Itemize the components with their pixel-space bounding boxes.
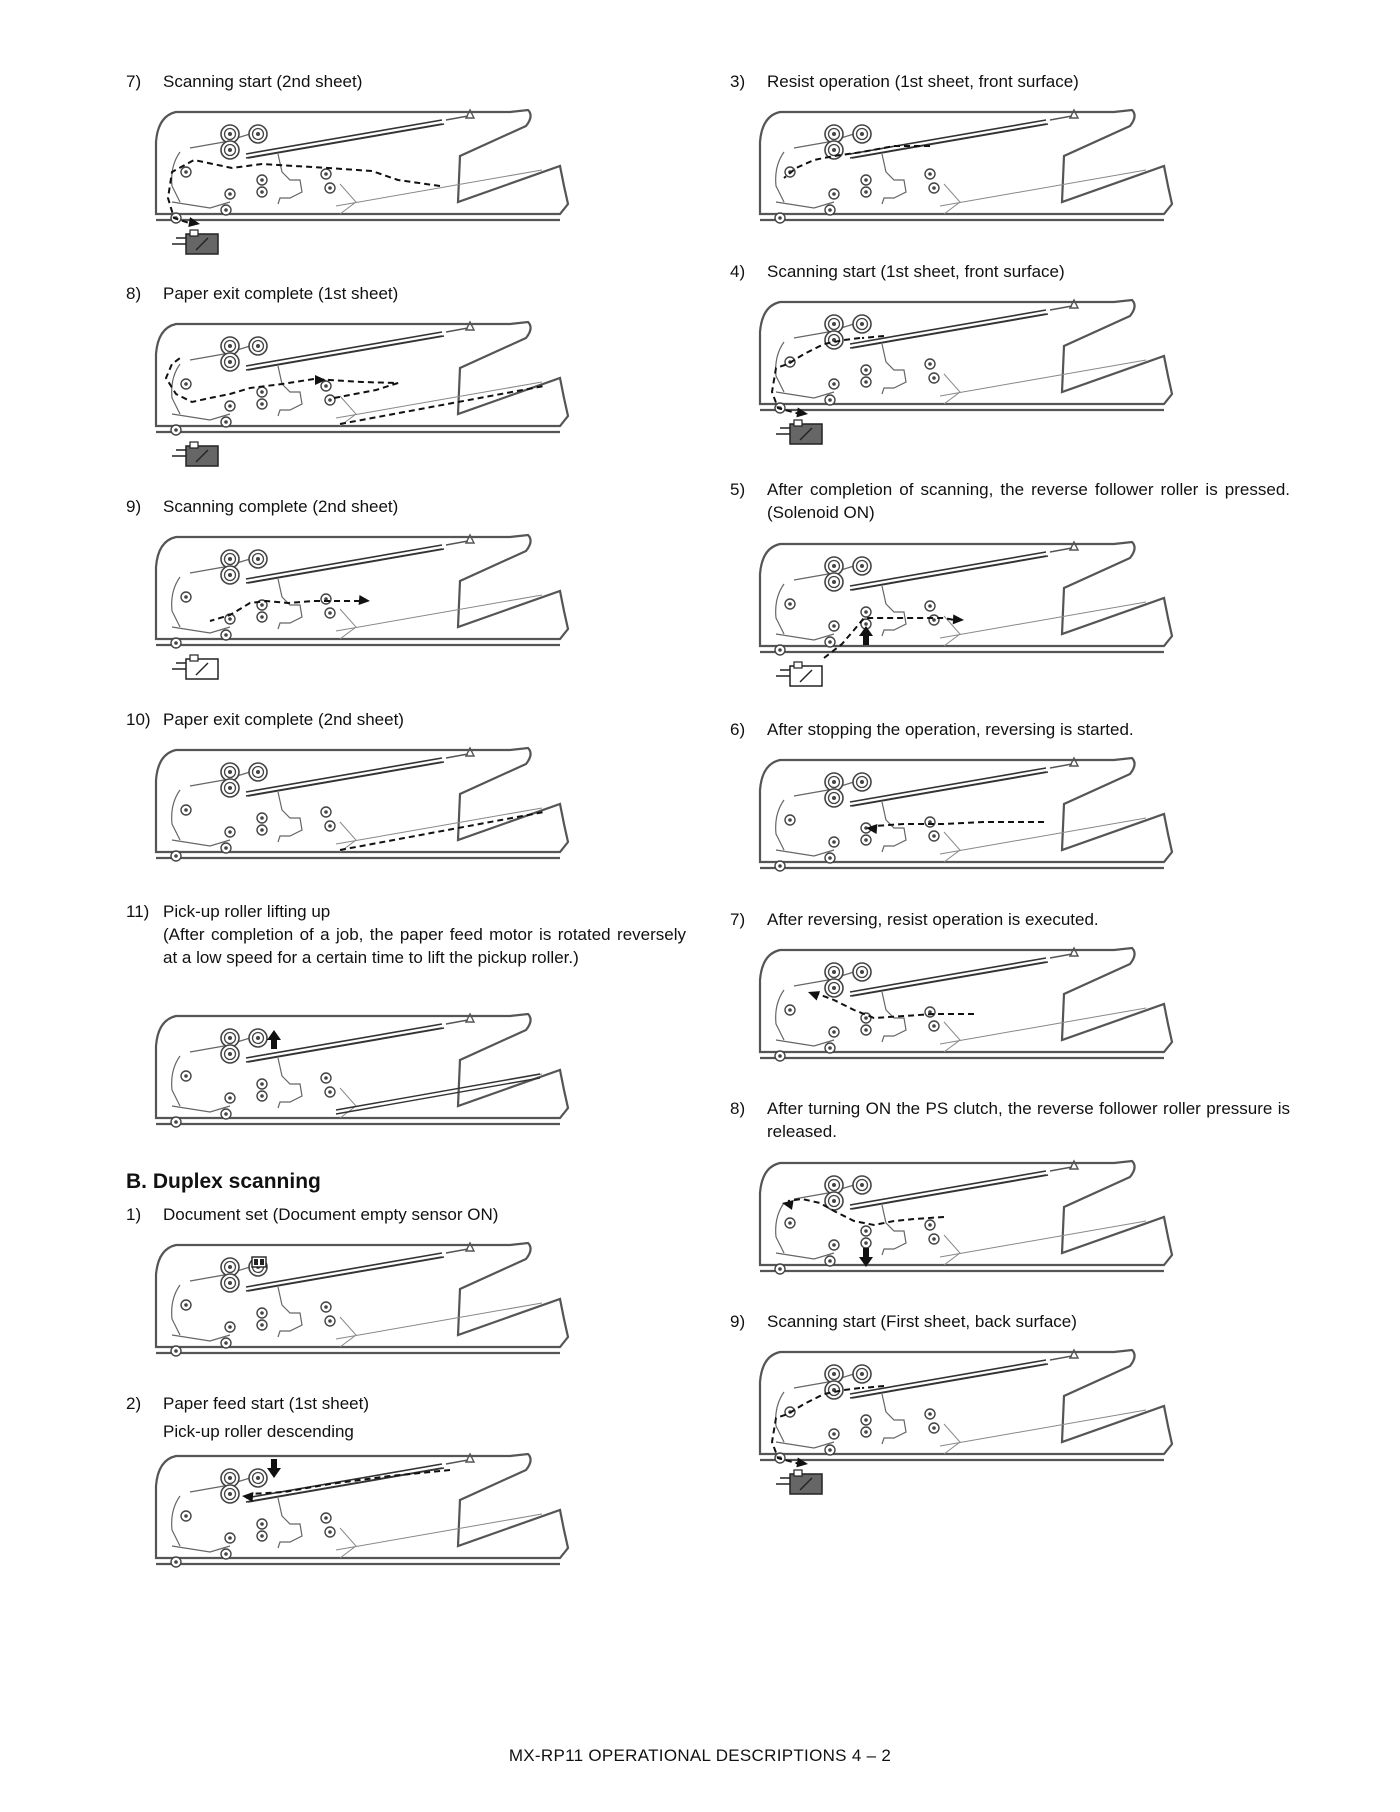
step-right-3: [730, 70, 1290, 93]
adf-housing: [760, 300, 1172, 404]
step-number: 11): [126, 902, 150, 921]
step-duplex-1: [126, 1203, 686, 1226]
step-title: After turning ON the PS clutch, the reverse follower roller pressure is released.: [767, 1099, 1290, 1141]
adf-diagram: [754, 944, 1274, 1104]
step-title: Scanning complete (2nd sheet): [163, 497, 399, 516]
roller-icon: [221, 1109, 231, 1119]
roller-icon: [321, 594, 331, 604]
roller-icon: [861, 1427, 871, 1437]
roller-icon: [257, 175, 267, 185]
roller-icon: [181, 379, 191, 389]
arrow-head: [188, 217, 200, 227]
roller-icon: [829, 379, 839, 389]
roller-icon: [861, 1013, 871, 1023]
roller-icon: [861, 1415, 871, 1425]
roller-icon: [221, 843, 231, 853]
sensor-icon: [172, 442, 218, 466]
roller-icon: [861, 187, 871, 197]
roller-icon: [257, 1308, 267, 1318]
roller-icon: [221, 353, 239, 371]
roller-icon: [325, 1087, 335, 1097]
step-duplex-2: [126, 1392, 686, 1443]
roller-icon: [325, 395, 335, 405]
roller-icon: [829, 189, 839, 199]
step-title: Scanning start (1st sheet, front surface): [767, 262, 1065, 281]
step-number: 8): [730, 1099, 746, 1118]
step-number: 2): [126, 1394, 142, 1413]
roller-icon: [221, 1274, 239, 1292]
roller-icon: [925, 1220, 935, 1230]
roller-icon: [775, 1264, 785, 1274]
roller-icon: [925, 1007, 935, 1017]
sensor-icon: [172, 230, 218, 254]
roller-icon: [225, 1322, 235, 1332]
roller-icon: [825, 573, 843, 591]
adf-housing: [760, 110, 1172, 214]
adf-diagram: [150, 318, 670, 478]
step-number: 9): [730, 1312, 746, 1331]
step-number: 6): [730, 720, 746, 739]
adf-housing: [760, 1161, 1172, 1265]
step-number: 4): [730, 262, 746, 281]
step-right-7: [730, 908, 1290, 931]
roller-icon: [257, 1519, 267, 1529]
roller-icon: [325, 1316, 335, 1326]
roller-icon: [861, 1238, 871, 1248]
roller-icon: [249, 125, 267, 143]
roller-icon: [825, 1445, 835, 1455]
adf-housing: [760, 1350, 1172, 1454]
roller-icon: [225, 401, 235, 411]
adf-housing: [760, 542, 1172, 646]
roller-icon: [929, 1234, 939, 1244]
roller-icon: [257, 825, 267, 835]
roller-icon: [171, 1346, 181, 1356]
empty-sensor-icon: [252, 1257, 266, 1267]
step-title: After completion of scanning, the reverse follower roller is pressed. (Solenoid ON): [767, 480, 1290, 522]
sensor-icon: [776, 420, 822, 444]
step-title: Pick-up roller lifting up: [163, 902, 331, 921]
roller-icon: [853, 963, 871, 981]
roller-icon: [853, 1365, 871, 1383]
sensor-icon: [776, 1470, 822, 1494]
roller-icon: [221, 1485, 239, 1503]
roller-icon: [249, 1469, 267, 1487]
adf-housing: [156, 322, 568, 426]
step-left-9: [126, 495, 686, 518]
roller-icon: [221, 566, 239, 584]
step-right-5: [730, 478, 1290, 524]
step-number: 1): [126, 1205, 142, 1224]
roller-icon: [225, 827, 235, 837]
roller-icon: [257, 1091, 267, 1101]
roller-icon: [181, 1511, 191, 1521]
adf-diagram: [754, 1157, 1274, 1317]
roller-icon: [929, 1423, 939, 1433]
adf-diagram: [150, 106, 670, 266]
adf-housing: [156, 748, 568, 852]
adf-housing: [760, 758, 1172, 862]
roller-icon: [929, 373, 939, 383]
roller-icon: [825, 1381, 843, 1399]
adf-housing: [156, 1243, 568, 1347]
roller-icon: [853, 1176, 871, 1194]
sensor-icon: [776, 662, 822, 686]
roller-icon: [829, 1429, 839, 1439]
roller-icon: [925, 169, 935, 179]
roller-icon: [225, 1093, 235, 1103]
roller-icon: [221, 630, 231, 640]
step-title: After reversing, resist operation is executed.: [767, 910, 1099, 929]
roller-icon: [181, 1071, 191, 1081]
roller-icon: [221, 1549, 231, 1559]
roller-icon: [257, 612, 267, 622]
roller-icon: [325, 821, 335, 831]
step-left-8: [126, 282, 686, 305]
step-title: Paper exit complete (1st sheet): [163, 284, 399, 303]
step-title: Paper feed start (1st sheet): [163, 1394, 369, 1413]
roller-icon: [785, 1005, 795, 1015]
roller-icon: [325, 1527, 335, 1537]
roller-icon: [861, 1226, 871, 1236]
step-left-7: [126, 70, 686, 93]
step-number: 10): [126, 710, 151, 729]
adf-diagram: [150, 1239, 670, 1399]
roller-icon: [861, 1025, 871, 1035]
roller-icon: [321, 807, 331, 817]
roller-icon: [249, 337, 267, 355]
roller-icon: [785, 1218, 795, 1228]
roller-icon: [785, 815, 795, 825]
roller-icon: [325, 183, 335, 193]
roller-icon: [825, 395, 835, 405]
section-title: B. Duplex scanning: [126, 1170, 321, 1193]
roller-icon: [853, 315, 871, 333]
adf-diagram: [150, 744, 670, 904]
step-left-11: [126, 900, 686, 969]
roller-icon: [181, 592, 191, 602]
roller-icon: [257, 1079, 267, 1089]
roller-icon: [321, 169, 331, 179]
roller-icon: [825, 205, 835, 215]
adf-diagram: [754, 106, 1274, 266]
roller-icon: [321, 1073, 331, 1083]
roller-icon: [171, 638, 181, 648]
roller-icon: [181, 167, 191, 177]
roller-icon: [925, 601, 935, 611]
adf-diagram: [754, 1346, 1274, 1506]
step-right-6: [730, 718, 1290, 741]
adf-housing: [760, 948, 1172, 1052]
adf-housing: [156, 535, 568, 639]
step-title: After stopping the operation, reversing is started.: [767, 720, 1134, 739]
step-title: Document set (Document empty sensor ON): [163, 1205, 499, 1224]
step-number: 5): [730, 480, 746, 499]
roller-icon: [825, 853, 835, 863]
roller-icon: [221, 1338, 231, 1348]
roller-icon: [775, 645, 785, 655]
adf-diagram: [150, 1450, 670, 1610]
roller-icon: [825, 1043, 835, 1053]
roller-icon: [181, 805, 191, 815]
roller-icon: [929, 1021, 939, 1031]
roller-icon: [171, 1557, 181, 1567]
roller-icon: [325, 608, 335, 618]
roller-icon: [853, 557, 871, 575]
step-note: (After completion of a job, the paper feed motor is rotated reversely at a low speed for a certain time to lift the pickup roller.): [163, 925, 686, 967]
roller-icon: [221, 141, 239, 159]
roller-icon: [221, 417, 231, 427]
adf-housing: [156, 1014, 568, 1118]
roller-icon: [925, 817, 935, 827]
adf-diagram: [754, 296, 1274, 456]
roller-icon: [257, 187, 267, 197]
sensor-icon: [172, 655, 218, 679]
step-number: 8): [126, 284, 142, 303]
roller-icon: [861, 175, 871, 185]
roller-icon: [929, 831, 939, 841]
roller-icon: [181, 1300, 191, 1310]
step-number: 7): [126, 72, 142, 91]
roller-icon: [829, 1240, 839, 1250]
roller-icon: [829, 1027, 839, 1037]
roller-icon: [257, 1320, 267, 1330]
roller-icon: [861, 377, 871, 387]
roller-icon: [825, 789, 843, 807]
roller-icon: [853, 125, 871, 143]
adf-housing: [156, 1454, 568, 1558]
roller-icon: [249, 763, 267, 781]
step-title: Resist operation (1st sheet, front surface): [767, 72, 1079, 91]
roller-icon: [257, 1531, 267, 1541]
step-number: 9): [126, 497, 142, 516]
step-subtitle: Pick-up roller descending: [163, 1422, 354, 1441]
roller-icon: [775, 213, 785, 223]
roller-icon: [257, 399, 267, 409]
roller-icon: [249, 550, 267, 568]
roller-icon: [225, 1533, 235, 1543]
roller-icon: [171, 1117, 181, 1127]
roller-icon: [225, 189, 235, 199]
roller-icon: [257, 387, 267, 397]
roller-icon: [861, 607, 871, 617]
step-title: Paper exit complete (2nd sheet): [163, 710, 404, 729]
roller-icon: [249, 1029, 267, 1047]
adf-diagram: [754, 754, 1274, 914]
roller-icon: [785, 599, 795, 609]
roller-icon: [861, 835, 871, 845]
roller-icon: [825, 979, 843, 997]
adf-diagram: [150, 531, 670, 691]
step-number: 7): [730, 910, 746, 929]
roller-icon: [321, 1513, 331, 1523]
roller-icon: [171, 425, 181, 435]
step-right-4: [730, 260, 1290, 283]
roller-icon: [775, 1051, 785, 1061]
roller-icon: [861, 365, 871, 375]
roller-icon: [925, 1409, 935, 1419]
roller-icon: [775, 861, 785, 871]
roller-icon: [257, 813, 267, 823]
roller-icon: [929, 615, 939, 625]
step-title: Scanning start (2nd sheet): [163, 72, 363, 91]
roller-icon: [221, 779, 239, 797]
step-title: Scanning start (First sheet, back surface): [767, 1312, 1077, 1331]
adf-diagram: [754, 538, 1274, 698]
roller-icon: [925, 359, 935, 369]
roller-icon: [321, 1302, 331, 1312]
roller-icon: [825, 331, 843, 349]
step-right-8: [730, 1097, 1290, 1143]
roller-icon: [825, 637, 835, 647]
roller-icon: [321, 381, 331, 391]
roller-icon: [221, 1045, 239, 1063]
roller-icon: [171, 851, 181, 861]
roller-icon: [829, 621, 839, 631]
roller-icon: [825, 1256, 835, 1266]
step-right-9: [730, 1310, 1290, 1333]
step-number: 3): [730, 72, 746, 91]
page-footer: MX-RP11 OPERATIONAL DESCRIPTIONS 4 – 2: [508, 1746, 892, 1765]
step-left-10: [126, 708, 686, 731]
roller-icon: [221, 205, 231, 215]
adf-diagram: [150, 1010, 670, 1170]
adf-housing: [156, 110, 568, 214]
roller-icon: [853, 773, 871, 791]
roller-icon: [929, 183, 939, 193]
roller-icon: [829, 837, 839, 847]
